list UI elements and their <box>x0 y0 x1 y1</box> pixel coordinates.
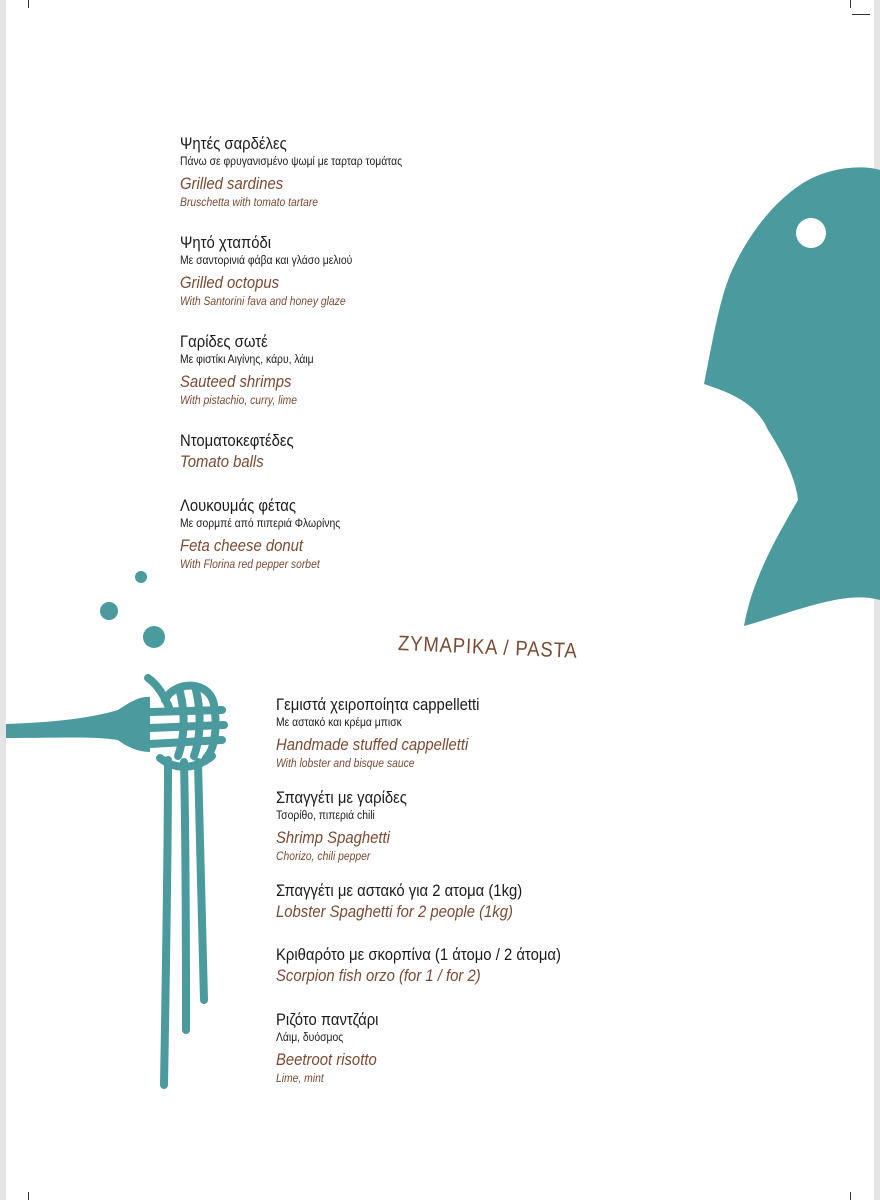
item-name-greek: Γαρίδες σωτέ <box>180 333 268 351</box>
item-desc-english: Lime, mint <box>276 1073 324 1085</box>
item-name-greek: Γεμιστά χειροποίητα cappelletti <box>276 696 480 714</box>
item-name-english: Feta cheese donut <box>180 537 304 555</box>
item-name-english: Sauteed shrimps <box>180 373 292 391</box>
item-name-greek: Σπαγγέτι με αστακό για 2 ατομα (1kg) <box>276 882 523 900</box>
crop-mark <box>852 14 870 15</box>
item-name-greek: Ντοματοκεφτέδες <box>180 432 294 450</box>
item-desc-english: With Florina red pepper sorbet <box>180 559 320 571</box>
menu-item-shrimp-spaghetti <box>276 788 422 865</box>
item-desc-greek: Λάιμ, δυόσμος <box>276 1032 344 1044</box>
crop-mark <box>28 1192 29 1200</box>
item-name-greek: Ψητές σαρδέλες <box>180 135 287 153</box>
crop-mark <box>28 0 29 8</box>
menu-item-tomato-balls <box>180 431 306 473</box>
item-desc-english: With lobster and bisque sauce <box>276 758 415 770</box>
item-desc-greek: Με αστακό και κρέμα μπισκ <box>276 717 402 729</box>
item-name-greek: Ψητό χταπόδι <box>180 234 272 252</box>
item-name-english: Grilled octopus <box>180 274 280 292</box>
item-desc-greek: Με φιστίκι Αιγίνης, κάρυ, λάιμ <box>180 354 314 366</box>
item-desc-english: With pistachio, curry, lime <box>180 395 298 407</box>
page-edge-left <box>0 0 6 1200</box>
fork-spaghetti-icon <box>6 678 224 1085</box>
item-name-english: Tomato balls <box>180 453 264 471</box>
item-desc-english: Bruschetta with tomato tartare <box>180 197 319 209</box>
item-desc-greek: Με σορμπέ από πιπεριά Φλωρίνης <box>180 518 341 530</box>
item-name-english: Shrimp Spaghetti <box>276 829 390 847</box>
section-title-pasta: ΖΥΜΑΡΙΚΑ / PASTA <box>397 632 579 663</box>
item-name-greek: Κριθαρότο με σκορπίνα (1 άτομο / 2 άτομα) <box>276 946 561 964</box>
fish-illustration-icon <box>704 167 880 626</box>
item-desc-greek: Πάνω σε φρυγανισμένο ψωμί με ταρταρ τομάτας <box>180 156 403 168</box>
menu-item-feta-donut <box>180 496 358 573</box>
item-desc-english: Chorizo, chili pepper <box>276 851 371 863</box>
item-name-english: Beetroot risotto <box>276 1051 377 1069</box>
item-desc-greek: Με σαντορινιά φάβα και γλάσο μελιού <box>180 255 353 267</box>
menu-item-scorpion-orzo <box>276 945 593 987</box>
item-name-english: Handmade stuffed cappelletti <box>276 736 469 754</box>
item-name-english: Grilled sardines <box>180 175 284 193</box>
item-name-english: Lobster Spaghetti for 2 people (1kg) <box>276 903 513 921</box>
menu-item-beetroot-risotto <box>276 1010 390 1087</box>
bubbles-icon <box>100 571 165 648</box>
menu-item-lobster-spaghetti <box>276 881 550 923</box>
item-name-english: Scorpion fish orzo (for 1 / for 2) <box>276 967 481 985</box>
menu-item-grilled-sardines <box>180 134 427 211</box>
crop-mark <box>850 0 851 8</box>
menu-item-sauteed-shrimps <box>180 332 328 409</box>
item-name-greek: Λουκουμάς φέτας <box>180 497 297 515</box>
item-desc-greek: Τσορίθο, πιπεριά chili <box>276 810 375 822</box>
item-name-greek: Σπαγγέτι με γαρίδες <box>276 789 407 807</box>
item-name-greek: Ριζότο παντζάρι <box>276 1011 379 1029</box>
menu-item-grilled-octopus <box>180 233 371 310</box>
page-edge-right <box>874 0 880 1200</box>
item-desc-english: With Santorini fava and honey glaze <box>180 296 346 308</box>
menu-item-cappelletti <box>276 695 502 772</box>
crop-mark <box>850 1192 851 1200</box>
